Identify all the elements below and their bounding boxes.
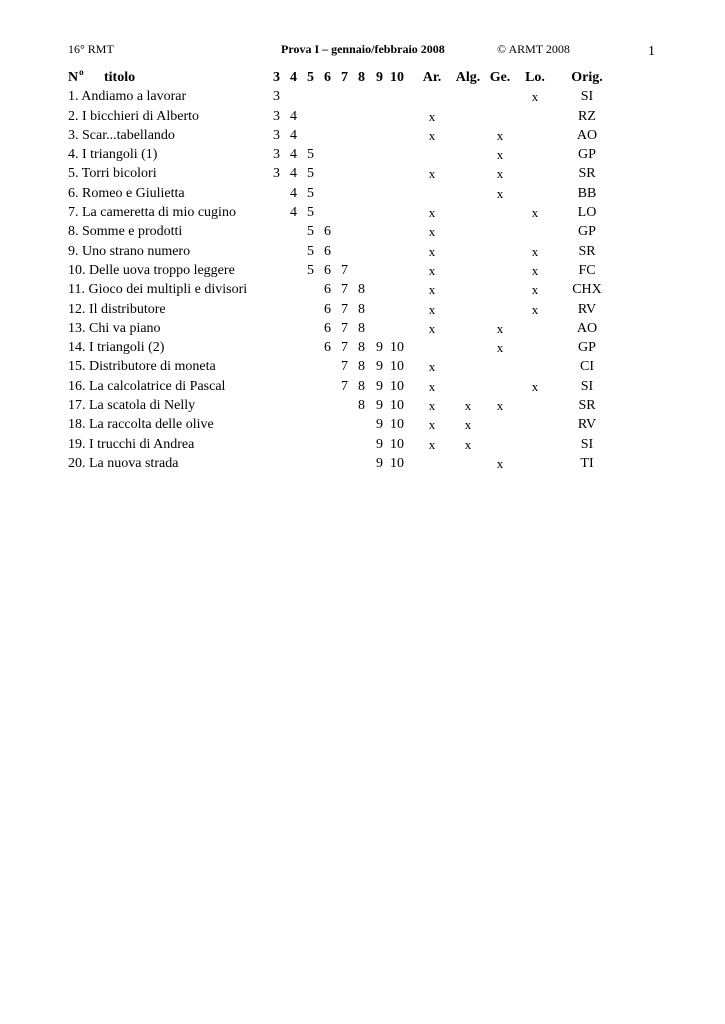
grade-7-cell: 7 (341, 359, 348, 375)
problem-title: 17. La scatola di Nelly (68, 398, 196, 414)
logic-mark: x (531, 243, 539, 259)
grade-6-cell: 6 (324, 301, 331, 317)
grade-8-cell: 8 (358, 320, 365, 336)
grade-10-cell: 10 (390, 436, 404, 452)
grade-7-cell: 7 (341, 320, 348, 336)
grade-9-cell: 9 (376, 398, 383, 414)
problem-title: 9. Uno strano numero (68, 243, 191, 259)
problem-title: 2. I bicchieri di Alberto (68, 108, 200, 124)
algebra-mark: x (464, 436, 472, 452)
problem-title: 13. Chi va piano (68, 320, 161, 336)
origin-code: TI (580, 455, 594, 471)
arithmetic-mark: x (428, 378, 436, 394)
header-grade-10: 10 (390, 70, 404, 85)
problem-title: 10. Delle uova troppo leggere (68, 262, 235, 278)
arithmetic-mark: x (428, 320, 436, 336)
origin-code: RV (577, 417, 597, 433)
arithmetic-mark: x (428, 127, 436, 143)
problem-title: 19. I trucchi di Andrea (68, 436, 195, 452)
geometry-mark: x (496, 340, 504, 356)
grade-9-cell: 9 (376, 359, 383, 375)
grade-8-cell: 8 (358, 359, 365, 375)
geometry-mark: x (496, 320, 504, 336)
grade-6-cell: 6 (324, 282, 331, 298)
arithmetic-mark: x (428, 108, 436, 124)
arithmetic-mark: x (428, 359, 436, 375)
header-number: $N^o$ (68, 67, 84, 85)
grade-7-cell: 7 (341, 262, 348, 278)
grade-10-cell: 10 (390, 378, 404, 394)
geometry-mark: x (496, 147, 504, 163)
logic-mark: x (531, 262, 539, 278)
grade-6-cell: 6 (324, 243, 331, 259)
grade-6-cell: 6 (324, 224, 331, 240)
problem-title: 14. I triangoli (2) (68, 340, 165, 356)
header-grade-4: 4 (290, 70, 297, 85)
origin-code: SR (578, 398, 596, 414)
header-title: titolo (104, 70, 136, 85)
origin-code: CI (580, 359, 594, 375)
origin-code: GP (578, 224, 596, 240)
algebra-mark: x (464, 417, 472, 433)
grade-8-cell: 8 (358, 378, 365, 394)
problem-title: 1. Andiamo a lavorar (68, 89, 187, 105)
origin-code: CHX (572, 282, 602, 298)
geometry-mark: x (496, 127, 504, 143)
problem-title: 4. I triangoli (1) (68, 147, 158, 163)
header-grade-9: 9 (376, 70, 383, 85)
grade-7-cell: 7 (341, 301, 348, 317)
header-logic: Lo. (525, 70, 545, 85)
grade-7-cell: 7 (341, 340, 348, 356)
logic-mark: x (531, 378, 539, 394)
header-competition: 16° RMT (68, 42, 114, 56)
grade-5-cell: 5 (307, 205, 314, 221)
arithmetic-mark: x (428, 398, 436, 414)
header-geometry: Ge. (489, 70, 511, 85)
grade-5-cell: 5 (307, 147, 314, 163)
geometry-mark: x (496, 166, 504, 182)
grade-4-cell: 4 (290, 147, 297, 163)
grade-9-cell: 9 (376, 340, 383, 356)
problem-title: 12. Il distributore (68, 301, 166, 317)
problem-title: 16. La calcolatrice di Pascal (68, 378, 226, 394)
problem-title: 5. Torri bicolori (68, 166, 157, 182)
logic-mark: x (531, 89, 539, 105)
grade-4-cell: 4 (290, 205, 297, 221)
arithmetic-mark: x (428, 166, 436, 182)
problem-title: 7. La cameretta di mio cugino (68, 205, 236, 221)
problem-title: 6. Romeo e Giulietta (68, 185, 185, 201)
grade-3-cell: 3 (273, 89, 280, 105)
grade-3-cell: 3 (273, 147, 280, 163)
grade-10-cell: 10 (390, 417, 404, 433)
arithmetic-mark: x (428, 417, 436, 433)
arithmetic-mark: x (428, 282, 436, 298)
grade-9-cell: 9 (376, 378, 383, 394)
origin-code: AO (576, 127, 598, 143)
origin-code: BB (577, 185, 597, 201)
problem-title: 3. Scar...tabellando (68, 127, 175, 143)
origin-code: GP (578, 147, 596, 163)
arithmetic-mark: x (428, 301, 436, 317)
header-grade-5: 5 (307, 70, 314, 85)
header-grade-3: 3 (273, 70, 280, 85)
grade-5-cell: 5 (307, 166, 314, 182)
algebra-mark: x (464, 398, 472, 414)
geometry-mark: x (496, 455, 504, 471)
grade-4-cell: 4 (290, 108, 297, 124)
problem-title: 8. Somme e prodotti (68, 224, 183, 240)
arithmetic-mark: x (428, 262, 436, 278)
grade-5-cell: 5 (307, 243, 314, 259)
origin-code: SI (580, 436, 594, 452)
origin-code: SI (580, 378, 594, 394)
grade-5-cell: 5 (307, 262, 314, 278)
header-algebra: Alg. (455, 70, 481, 85)
grade-10-cell: 10 (390, 398, 404, 414)
problem-title: 15. Distributore di moneta (68, 359, 216, 375)
arithmetic-mark: x (428, 436, 436, 452)
grade-4-cell: 4 (290, 166, 297, 182)
origin-code: RV (577, 301, 597, 317)
grade-6-cell: 6 (324, 320, 331, 336)
grade-9-cell: 9 (376, 436, 383, 452)
grade-10-cell: 10 (390, 359, 404, 375)
grade-8-cell: 8 (358, 340, 365, 356)
grade-6-cell: 6 (324, 262, 331, 278)
origin-code: SR (578, 166, 596, 182)
logic-mark: x (531, 301, 539, 317)
logic-mark: x (531, 205, 539, 221)
page-number: 1 (648, 44, 655, 59)
arithmetic-mark: x (428, 243, 436, 259)
header-grade-7: 7 (341, 70, 348, 85)
header-origin: Orig. (571, 70, 603, 85)
problem-title: 18. La raccolta delle olive (68, 417, 214, 433)
grade-8-cell: 8 (358, 282, 365, 298)
grade-3-cell: 3 (273, 127, 280, 143)
grade-8-cell: 8 (358, 301, 365, 317)
grade-9-cell: 9 (376, 417, 383, 433)
header-grade-6: 6 (324, 70, 331, 85)
geometry-mark: x (496, 185, 504, 201)
geometry-mark: x (496, 398, 504, 414)
header-arithmetic: Ar. (422, 70, 442, 85)
grade-7-cell: 7 (341, 282, 348, 298)
origin-code: AO (576, 320, 598, 336)
origin-code: RZ (578, 108, 596, 124)
origin-code: LO (577, 205, 597, 221)
logic-mark: x (531, 282, 539, 298)
grade-10-cell: 10 (390, 340, 404, 356)
header-grade-8: 8 (358, 70, 365, 85)
problem-title: 20. La nuova strada (68, 455, 179, 471)
grade-9-cell: 9 (376, 455, 383, 471)
grade-7-cell: 7 (341, 378, 348, 394)
header-number-sup: o (79, 67, 84, 77)
header-copyright: © ARMT 2008 (497, 42, 570, 56)
grade-4-cell: 4 (290, 127, 297, 143)
grade-5-cell: 5 (307, 224, 314, 240)
origin-code: FC (578, 262, 596, 278)
grade-3-cell: 3 (273, 166, 280, 182)
grade-3-cell: 3 (273, 108, 280, 124)
grade-5-cell: 5 (307, 185, 314, 201)
arithmetic-mark: x (428, 224, 436, 240)
origin-code: SR (578, 243, 596, 259)
grade-10-cell: 10 (390, 455, 404, 471)
grade-6-cell: 6 (324, 340, 331, 356)
origin-code: SI (580, 89, 594, 105)
origin-code: GP (578, 340, 596, 356)
grade-8-cell: 8 (358, 398, 365, 414)
problem-title: 11. Gioco dei multipli e divisori (68, 282, 248, 298)
arithmetic-mark: x (428, 205, 436, 221)
header-test-title: Prova I – gennaio/febbraio 2008 (281, 42, 445, 56)
grade-4-cell: 4 (290, 185, 297, 201)
